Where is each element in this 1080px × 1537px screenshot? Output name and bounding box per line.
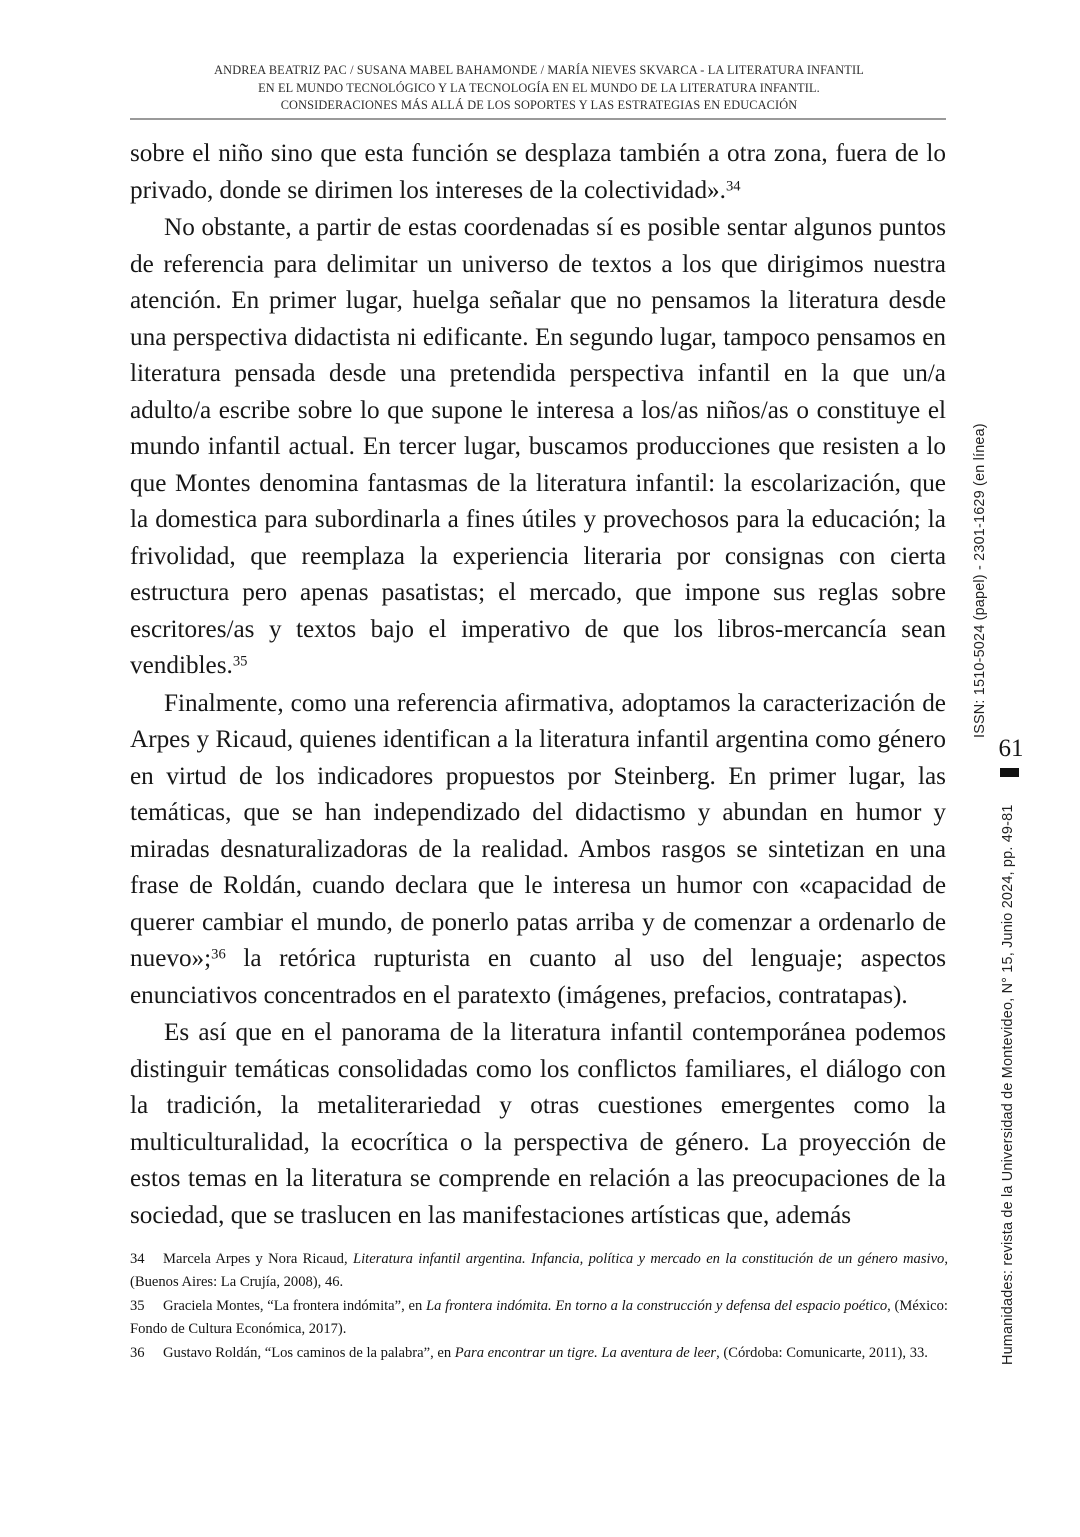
footnote-marker-35[interactable]: 35 — [232, 653, 248, 670]
folio-mark-icon — [1000, 768, 1019, 777]
footnote-number-34: 34 — [130, 1251, 145, 1267]
running-head-line-2: EN EL MUNDO TECNOLÓGICO Y LA TECNOLOGÍA EN EL MUNDO DE LA LITERATURA INFANTIL. — [258, 80, 820, 95]
running-head-line-1: ANDREA BEATRIZ PAC / SUSANA MABEL BAHAMONDE / MARÍA NIEVES SKVARCA - LA LITERATURA INFANTIL — [214, 63, 864, 77]
header-divider-rule — [130, 118, 946, 120]
paragraph-es-asi: Es así que en el panorama de la literatura infantil contemporánea podemos distinguir temáticas consolidadas como los conflictos familiares, el diálogo con la tradición, la metaliterariedad y otras cuestiones emergentes como la multiculturalidad, la ecocrítica o la perspectiva de género. La proyección de estos temas en la literatura se comprende en relación a las preocupaciones de la sociedad, que se traslucen en las manifestaciones artísticas que, además — [130, 1019, 946, 1229]
footnote-number-36: 36 — [130, 1344, 145, 1361]
footnote-text-35-post: , (México: Fondo de Cultura Económica, 2017). — [130, 1297, 948, 1338]
page-number: 61 — [998, 735, 1024, 762]
paragraph-no-obstante-text: No obstante, a partir de estas coordenadas sí es posible sentar algunos puntos de referencia para delimitar un universo de textos a los que dirigimos nuestra atención. En primer lugar, huelga señalar que no pensamos la literatura desde una perspectiva didactista ni edificante. En segundo lugar, tampoco pensamos en literatura pensada desde una pretendida perspectiva infantil en la que un/a adulto/a escribe sobre lo que supone le interesa a los/as niños/as o constituye el mundo infantil actual. En tercer lugar, buscamos producciones que resisten a lo que Montes denomina fantasmas de la literatura infantil: la escolarización, que la domestica para subordinarla a fines útiles y provechosos para la educación; la frivolidad, que reemplaza la experiencia literaria por consignas con cierta estructura pero apenas pasatistas; el mercado, que impone sus reglas sobre escritores/as y textos bajo el imperativo de que los libros-mercancía sean vendibles. — [130, 214, 946, 679]
running-head-line-3: CONSIDERACIONES MÁS ALLÁ DE LOS SOPORTES Y LAS ESTRATEGIAS EN EDUCACIÓN — [280, 98, 798, 113]
footnote-title-35: La frontera indómita. En torno a la construcción y defensa del espacio poético — [425, 1297, 888, 1314]
footnote-entry-36 — [130, 1342, 948, 1365]
margin-journal-citation-text: Humanidades: revista de la Universidad de Montevideo, N° 15, Junio 2024, pp. 49-81 — [1000, 804, 1016, 1365]
footnote-title-36: Para encontrar un tigre. La aventura de leer — [454, 1344, 717, 1361]
footnote-text-36-post: , (Córdoba: Comunicarte, 2011), 33. — [716, 1344, 928, 1361]
footnote-marker-36[interactable]: 36 — [211, 946, 226, 963]
footnote-text-35-pre: Graciela Montes, “La frontera indómita”, en — [163, 1297, 426, 1314]
footnote-marker-34[interactable]: 34 — [725, 177, 741, 194]
paragraph-finalmente-text-b: la retórica rupturista en cuanto al uso del lenguaje; aspectos enunciativos concentrados en el paratexto (imágenes, prefacios, contratapas). — [130, 945, 946, 1009]
paragraph-finalmente — [130, 686, 946, 1015]
body-text-column — [130, 136, 946, 1235]
footnote-entry-34 — [130, 1248, 948, 1295]
footnote-title-34: Literatura infantil argentina. Infancia, política y mercado en la constitución de un género masivo — [352, 1251, 945, 1267]
footnote-text-36-pre: Gustavo Roldán, “Los caminos de la palabra”, en — [163, 1344, 455, 1361]
margin-issn-text: ISSN: 1510-5024 (papel) - 2301-1629 (en línea) — [972, 423, 988, 738]
paragraph-finalmente-text-a: Finalmente, como una referencia afirmativa, adoptamos la caracterización de Arpes y Ricaud, quienes identifican a la literatura infantil argentina como género en virtud de los indicadores propuestos por Steinberg. En primer lugar, las temáticas, que se han independizado del didactismo y abundan en humor y miradas desnaturalizadoras de la realidad. Ambos rasgos se sintetizan en una frase de Roldán, cuando declara que le interesa un humor con «capacidad de querer cambiar el mundo, de ponerlo patas arriba y de comenzar a ordenarlo de nuevo»; — [130, 689, 946, 972]
footnotes-section — [130, 1248, 948, 1365]
footnote-entry-35 — [130, 1295, 948, 1342]
running-head — [133, 62, 945, 115]
footnote-number-35: 35 — [130, 1297, 145, 1314]
paragraph-no-obstante — [130, 210, 946, 685]
paragraph-continued-text: sobre el niño sino que esta función se desplaza también a otra zona, fuera de lo privado, donde se dirimen los intereses de la colectividad». — [130, 140, 946, 204]
footnote-text-34-post: , (Buenos Aires: La Crujía, 2008), 46. — [130, 1251, 949, 1291]
paragraph-continued — [130, 136, 946, 209]
footnote-text-34-pre: Marcela Arpes y Nora Ricaud, — [163, 1251, 353, 1267]
